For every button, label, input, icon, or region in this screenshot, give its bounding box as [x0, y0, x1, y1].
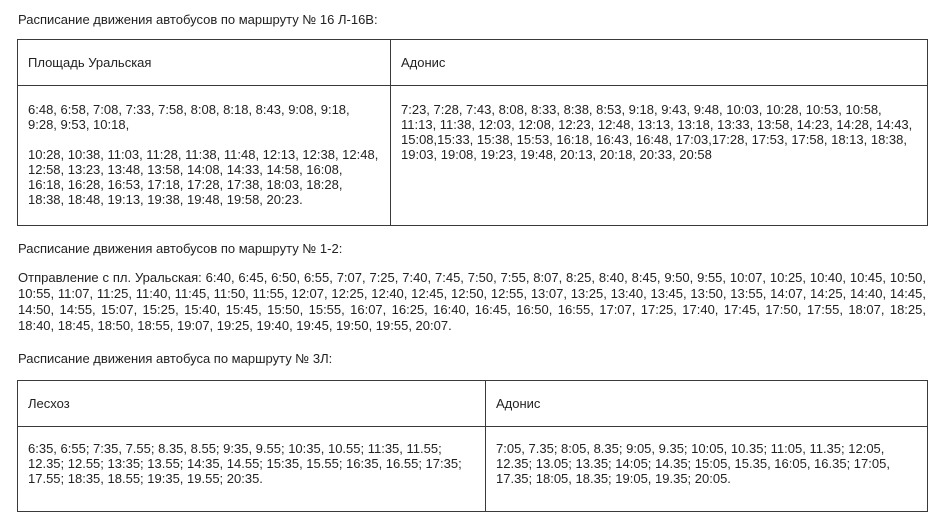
route16-col1-times-part1: 6:48, 6:58, 7:08, 7:33, 7:58, 8:08, 8:18, 8:43, 9:08, 9:18, 9:28, 9:53, 10:18, — [28, 102, 350, 132]
route16-col1-header: Площадь Уральская — [18, 40, 391, 86]
route3-heading: Расписание движения автобуса по маршруту № 3Л: — [18, 351, 333, 366]
route3-col2-times: 7:05, 7.35; 8:05, 8.35; 9:05, 9.35; 10:05, 10.35; 11:05, 11.35; 12:05, 12.35; 13.05; 13.35; 14:05; 14.35; 15:05, 15.35, 16:05, 16.35; 17:05, 17.35; 18:05, 18.35; 19:05, 19.35; 20:05. — [496, 441, 890, 486]
route3-col2-header: Адонис — [486, 381, 928, 427]
route16-col2-cell — [391, 86, 928, 226]
table-row — [18, 40, 928, 86]
route16-col1-cell — [18, 86, 391, 226]
table-row — [18, 427, 928, 512]
route3-col1-header: Лесхоз — [18, 381, 486, 427]
route3-col2-cell — [486, 427, 928, 512]
route3-col1-times: 6:35, 6:55; 7:35, 7.55; 8.35, 8.55; 9:35, 9.55; 10:35, 10.55; 11:35, 11.55; 12.35; 12.55; 13:35; 13.55; 14:35, 14.55; 15:35, 15.55; 16:35, 16.55; 17:35; 17.55; 18:35, 18.55; 19:35, 19.55; 20:35. — [28, 441, 462, 486]
table-row — [18, 381, 928, 427]
route16-col1-times-part2: 10:28, 10:38, 11:03, 11:28, 11:38, 11:48, 12:13, 12:38, 12:48, 12:58, 13:23, 13:48, 13:58, 14:08, 14:33, 14:58, 16:08, 16:18, 16:28, 16:53, 17:18, 17:28, 17:38, 18:03, 18:28, 18:38, 18:48, 19:13, 19:38, 19:48, 19:58, 20:23. — [28, 147, 379, 207]
table-row — [18, 86, 928, 226]
route3-schedule-table — [17, 380, 928, 512]
route16-schedule-table — [17, 39, 928, 226]
route12-times: Отправление с пл. Уральская: 6:40, 6:45, 6:50, 6:55, 7:07, 7:25, 7:40, 7:45, 7:50, 7:55, 8:07, 8:25, 8:40, 8:45, 9:50, 9:55, 10:07, 10:25, 10:40, 10:45, 10:50, 10:55, 11:07, 11:25, 11:40, 11:45, 11:50, 11:55, 12:07, 12:25, 12:40, 12:45, 12:50, 12:55, 13:07, 13:25, 13:40, 13:45, 13:50, 13:55, 14:07, 14:25, 14:40, 14:45, 14:50, 14:55, 15:07, 15:25, 15:40, 15:45, 15:50, 15:55, 16:07, 16:25, 16:40, 16:45, 16:50, 16:55, 17:07, 17:25, 17:40, 17:45, 17:50, 17:55, 18:07, 18:25, 18:40, 18:45, 18:50, 18:55, 19:07, 19:25, 19:40, 19:45, 19:50, 19:55, 20:07. — [18, 270, 926, 333]
route16-col2-header: Адонис — [391, 40, 928, 86]
route3-col1-cell — [18, 427, 486, 512]
route12-heading: Расписание движения автобусов по маршруту № 1-2: — [18, 241, 343, 256]
route16-col2-times: 7:23, 7:28, 7:43, 8:08, 8:33, 8:38, 8:53, 9:18, 9:43, 9:48, 10:03, 10:28, 10:53, 10:58, 11:13, 11:38, 12:03, 12:08, 12:23, 12:48, 13:13, 13:18, 13:33, 13:58, 14:23, 14:28, 14:43, 15:08,15:33, 15:38, 15:53, 16:18, 16:43, 16:48, 17:03,17:28, 17:53, 17:58, 18:13, 18:38, 19:03, 19:08, 19:23, 19:48, 20:13, 20:18, 20:33, 20:58 — [401, 102, 913, 162]
route16-heading: Расписание движения автобусов по маршруту № 16 Л-16В: — [18, 12, 378, 27]
